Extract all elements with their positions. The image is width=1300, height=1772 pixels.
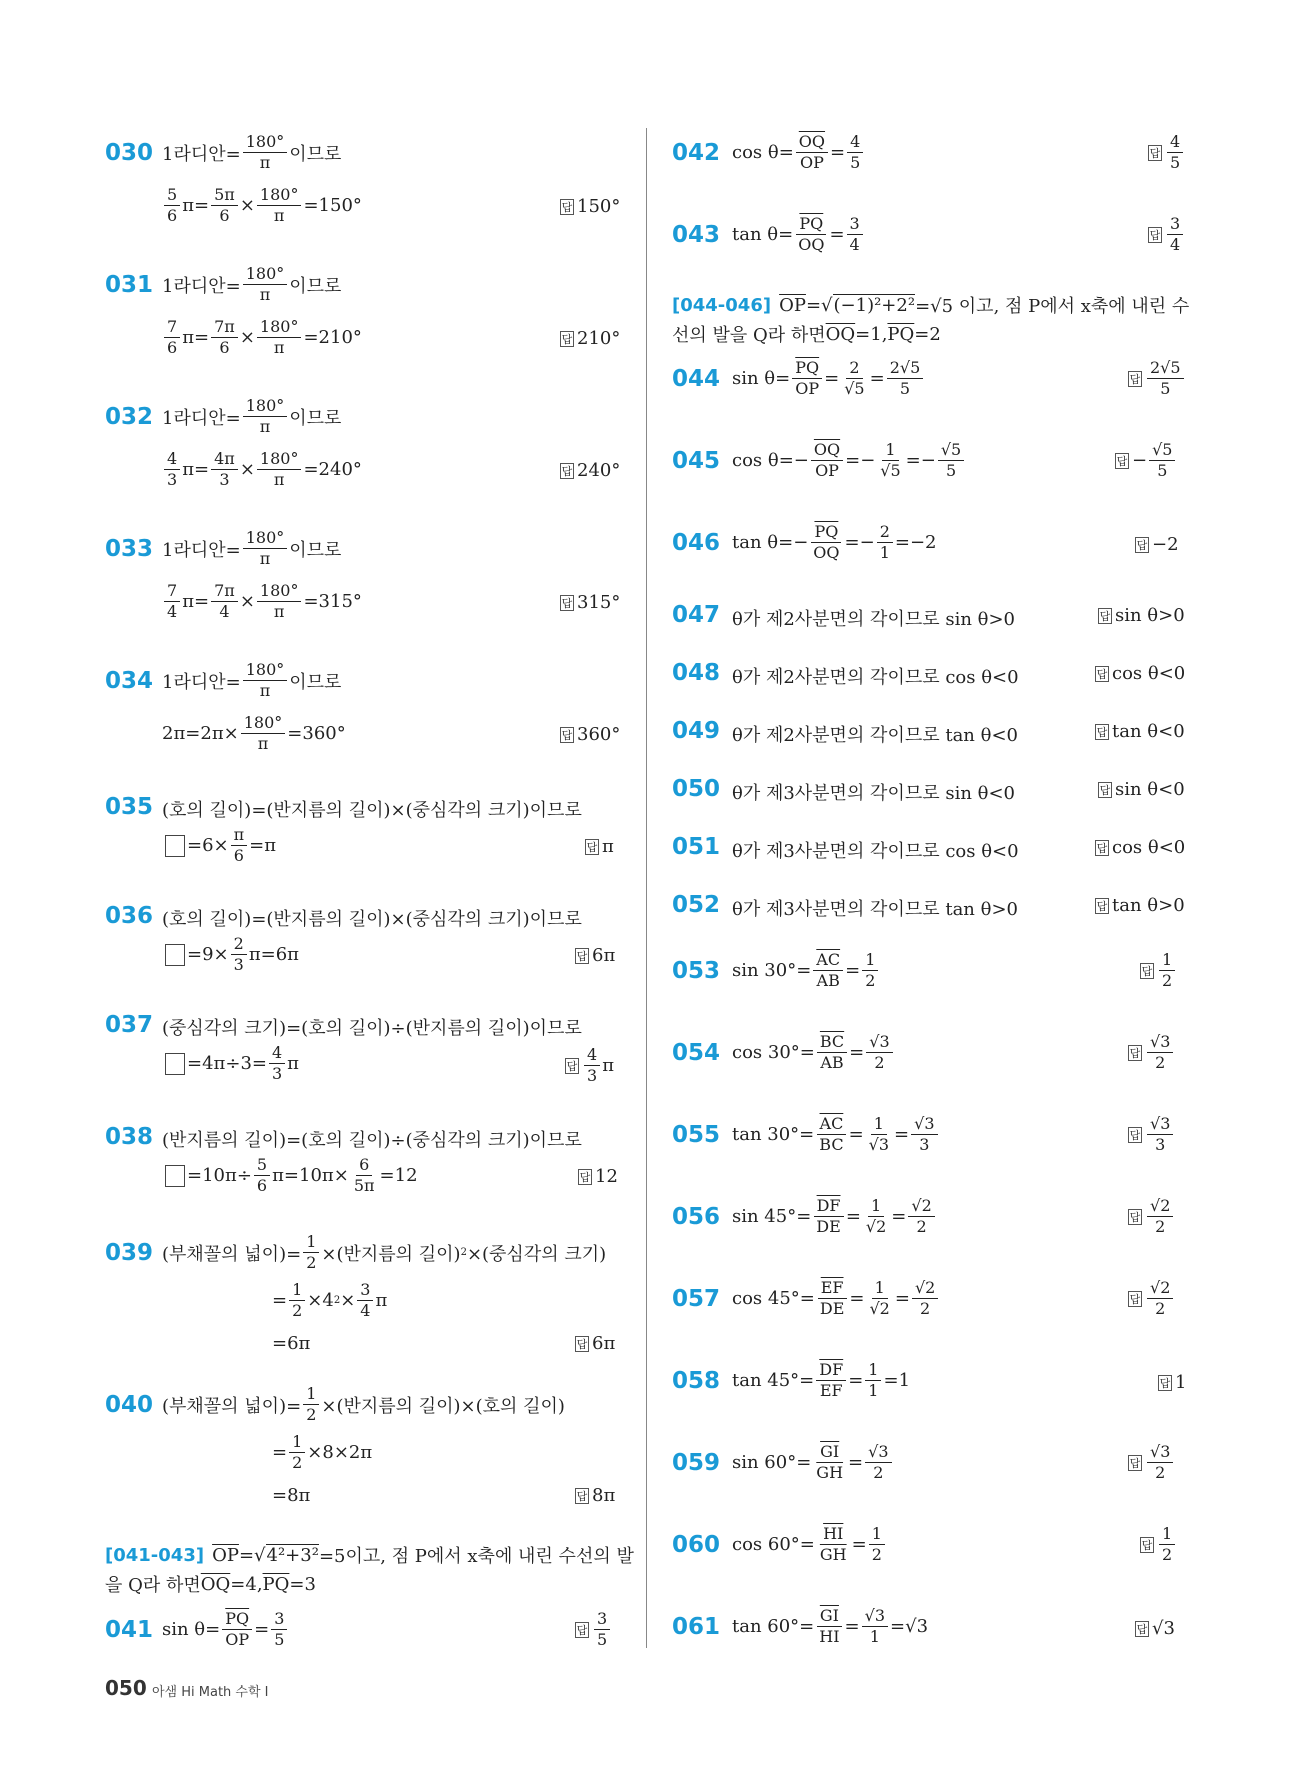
answer: 답 sin θ<0 <box>1099 779 1185 800</box>
problem-number: 037 <box>105 1012 154 1038</box>
solution-line: tan 30°= $\frac{\overline{AC}}{BC}$ = $\frac{1}{√3}$ = $\frac{√3}{3}$ <box>732 1114 940 1155</box>
answer-mark-icon: 답 <box>576 1337 588 1351</box>
problem-number: 048 <box>672 660 721 686</box>
fraction: $\frac{180^\circ}{\pi}$ <box>257 185 302 226</box>
solution-line: 1라디안= $\frac{180^\circ}{\pi}$ 이므로 <box>162 660 342 700</box>
problem-number: 035 <box>105 794 154 820</box>
range-label: [041-043] <box>105 1544 205 1566</box>
answer-mark-icon: 답 <box>1149 228 1161 242</box>
problem-number: 054 <box>672 1040 721 1066</box>
range-statement: [044-046] $\overline{OP}$ =√ (−1)²+2² =√5 이고, 점 P에서 x축에 내린 수 <box>672 294 1190 317</box>
answer-mark-icon: 답 <box>561 728 573 742</box>
solution-line: cos 45°= $\frac{\overline{EF}}{DE}$ = $\frac{1}{√2}$ = $\frac{√2}{2}$ <box>732 1278 940 1319</box>
answer: 답 $\frac{4}{5}$ <box>1148 132 1185 173</box>
answer-mark-icon: 답 <box>576 949 588 963</box>
solution-line: (중심각의 크기)=(호의 길이)÷(반지름의 길이)이므로 <box>162 1018 582 1039</box>
solution-line: (반지름의 길이)=(호의 길이)÷(중심각의 크기)이므로 <box>162 1130 582 1151</box>
answer: 답 360° <box>561 724 621 745</box>
column-divider <box>646 128 647 1648</box>
solution-line: cos θ=− $\frac{\overline{OQ}}{OP}$ =− $\frac{1}{√5}$ =− $\frac{√5}{5}$ <box>732 440 966 481</box>
answer-mark-icon: 답 <box>1096 725 1108 739</box>
answer-mark-icon: 답 <box>1129 1210 1141 1224</box>
solution-line: sin 60°= $\frac{\overline{GI}}{GH}$ = $\frac{√3}{2}$ <box>732 1442 894 1483</box>
problem-number: 047 <box>672 602 721 628</box>
answer-mark-icon: 답 <box>566 1059 578 1073</box>
answer-mark-icon: 답 <box>1099 783 1111 797</box>
solution-line: θ가 제2사분면의 각이므로 tan θ<0 <box>732 725 1018 746</box>
problem-number: 030 <box>105 140 154 166</box>
problem-number: 044 <box>672 366 721 392</box>
answer: 답 210° <box>561 328 621 349</box>
problem-number: 049 <box>672 718 721 744</box>
solution-line: sin θ= $\frac{\overline{PQ}}{OP}$ = $\frac{2}{√5}$ = $\frac{2√5}{5}$ <box>732 358 925 399</box>
answer: 답 $\frac{√3}{2}$ <box>1128 1442 1175 1483</box>
answer: 답 tan θ<0 <box>1096 721 1185 742</box>
solution-line: =6π <box>272 1333 311 1354</box>
solution-line: θ가 제2사분면의 각이므로 cos θ<0 <box>732 667 1019 688</box>
problem-number: 053 <box>672 958 721 984</box>
answer: 답 $\frac{√3}{3}$ <box>1128 1114 1175 1155</box>
solution-line: $\frac{7}{4}$ π= $\frac{7\pi}{4}$ × $\frac{180^\circ}{\pi}$ =315° <box>162 581 362 622</box>
blank-box <box>165 835 185 857</box>
range-statement-line2: 선의 발을 Q라 하면 $\overline{OQ}$ =1, $\overline{PQ}$ =2 <box>672 323 941 346</box>
solution-line: sin 45°= $\frac{\overline{DF}}{DE}$ = $\frac{1}{√2}$ = $\frac{√2}{2}$ <box>732 1196 937 1237</box>
solution-line: =6× $\frac{\pi}{6}$ =π <box>165 825 276 866</box>
answer-mark-icon: 답 <box>1096 841 1108 855</box>
solution-line: =8π <box>272 1485 311 1506</box>
solution-line: sin 30°= $\frac{\overline{AC}}{AB}$ = $\frac{1}{2}$ <box>732 950 880 991</box>
solution-line: 1라디안= $\frac{180^\circ}{\pi}$ 이므로 <box>162 264 342 304</box>
answer: 답 cos θ<0 <box>1096 663 1186 684</box>
problem-number: 034 <box>105 668 154 694</box>
problem-number: 031 <box>105 272 154 298</box>
book-title: 아샘 Hi Math 수학 I <box>152 1685 269 1700</box>
answer: 답 $\frac{4}{3}$ π <box>566 1045 615 1085</box>
solution-line: θ가 제3사분면의 각이므로 sin θ<0 <box>732 783 1016 804</box>
answer: 답 8π <box>576 1485 616 1506</box>
solution-line: tan θ=− $\frac{\overline{PQ}}{OQ}$ =− $\frac{2}{1}$ =−2 <box>732 522 937 562</box>
answer: 답 240° <box>561 460 621 481</box>
text: 이므로 <box>289 143 342 165</box>
solution-line: 1라디안= $\frac{180^\circ}{\pi}$ 이므로 <box>162 528 342 568</box>
answer: 답 $\frac{1}{2}$ <box>1140 1524 1177 1565</box>
problem-number: 057 <box>672 1286 721 1312</box>
answer-mark-icon: 답 <box>561 200 573 214</box>
answer: 답 $\frac{√2}{2}$ <box>1128 1196 1175 1237</box>
problem-number: 051 <box>672 834 721 860</box>
answer: 답 π <box>586 836 614 857</box>
answer-mark-icon: 답 <box>579 1170 591 1184</box>
answer-mark-icon: 답 <box>1116 454 1128 468</box>
problem-number: 046 <box>672 530 721 556</box>
answer: 답 $\frac{1}{2}$ <box>1140 950 1177 991</box>
solution-line: 2π=2π× $\frac{180^\circ}{\pi}$ =360° <box>162 713 346 753</box>
answer-mark-icon: 답 <box>1136 1622 1148 1636</box>
answer-mark-icon: 답 <box>561 332 573 346</box>
answer: 답 1 <box>1159 1372 1187 1393</box>
problem-number: 041 <box>105 1617 154 1643</box>
answer: 답 $\frac{3}{4}$ <box>1148 214 1185 255</box>
solution-line: tan θ= $\frac{\overline{PQ}}{OQ}$ = $\frac{3}{4}$ <box>732 214 865 255</box>
solution-line: sin θ= $\frac{\overline{PQ}}{OP}$ = $\frac{3}{5}$ <box>162 1609 289 1650</box>
problem-number: 033 <box>105 536 154 562</box>
solution-line: =9× $\frac{2}{3}$ π=6π <box>165 934 299 975</box>
problem-number: 056 <box>672 1204 721 1230</box>
fraction: $\frac{5}{6}$ <box>164 185 180 226</box>
answer-mark-icon: 답 <box>576 1489 588 1503</box>
answer: 답 315° <box>561 592 621 613</box>
answer-mark-icon: 답 <box>1141 1538 1153 1552</box>
answer-mark-icon: 답 <box>1096 667 1108 681</box>
solution-line: $\frac{7}{6}$ π= $\frac{7\pi}{6}$ × $\frac{180^\circ}{\pi}$ =210° <box>162 317 362 358</box>
answer-mark-icon: 답 <box>561 596 573 610</box>
solution-line: tan 60°= $\frac{\overline{GI}}{HI}$ = $\frac{√3}{1}$ =√3 <box>732 1606 929 1646</box>
range-statement: [041-043] $\overline{OP}$ =√ 4²+3² =5이고, 점 P에서 x축에 내린 수선의 발 <box>105 1544 634 1567</box>
page-number: 050 <box>105 1676 147 1700</box>
answer-mark-icon: 답 <box>1141 964 1153 978</box>
answer-mark-icon: 답 <box>1129 372 1141 386</box>
problem-number: 058 <box>672 1368 721 1394</box>
problem-number: 042 <box>672 140 721 166</box>
range-statement-line2: 을 Q라 하면 $\overline{OQ}$ =4, $\overline{PQ}$ =3 <box>105 1573 316 1596</box>
problem-number: 050 <box>672 776 721 802</box>
answer: 답 cos θ<0 <box>1096 837 1186 858</box>
problem-number: 032 <box>105 404 154 430</box>
answer-mark-icon: 답 <box>1096 899 1108 913</box>
answer: 답 12 <box>579 1166 618 1187</box>
answer-mark-icon: 답 <box>561 464 573 478</box>
problem-number: 040 <box>105 1392 154 1418</box>
answer-mark-icon: 답 <box>586 840 598 854</box>
solution-line: $\frac{5}{6}$ π= $\frac{5\pi}{6}$ × $\frac{180^\circ}{\pi}$ =150° <box>162 185 362 226</box>
blank-box <box>165 1053 185 1075</box>
problem-number: 038 <box>105 1124 154 1150</box>
answer-mark-icon: 답 <box>1099 609 1111 623</box>
solution-line: =4π÷3= $\frac{4}{3}$ π <box>165 1043 299 1084</box>
solution-line <box>162 132 341 173</box>
problem-number: 059 <box>672 1450 721 1476</box>
answer: 답 6π <box>576 1333 616 1354</box>
problem-number: 055 <box>672 1122 721 1148</box>
answer: 답 $\frac{√2}{2}$ <box>1128 1278 1175 1319</box>
solution-line: $\frac{4}{3}$ π= $\frac{4\pi}{3}$ × $\frac{180^\circ}{\pi}$ =240° <box>162 449 362 490</box>
solution-line: (호의 길이)=(반지름의 길이)×(중심각의 크기)이므로 <box>162 800 582 821</box>
solution-line: θ가 제3사분면의 각이므로 cos θ<0 <box>732 841 1019 862</box>
solution-line: (호의 길이)=(반지름의 길이)×(중심각의 크기)이므로 <box>162 909 582 930</box>
fraction: $\frac{180^\circ}{\pi}$ <box>243 132 288 173</box>
fraction: $\frac{5\pi}{6}$ <box>211 185 238 226</box>
solution-line: (부채꼴의 넓이)= $\frac{1}{2}$ ×(반지름의 길이)×(호의 길이) <box>162 1384 565 1424</box>
solution-line: =10π÷ $\frac{5}{6}$ π=10π× $\frac{6}{5\pi}$ =12 <box>165 1155 418 1196</box>
problem-number: 061 <box>672 1614 721 1640</box>
answer-mark-icon: 답 <box>1149 146 1161 160</box>
solution-line: = $\frac{1}{2}$ ×4 2 × $\frac{3}{4}$ π <box>272 1280 388 1320</box>
text: 1라디안= <box>162 143 241 165</box>
answer-mark-icon: 답 <box>576 1623 588 1637</box>
answer: 답 150° <box>561 196 621 217</box>
solution-line: θ가 제2사분면의 각이므로 sin θ>0 <box>732 609 1016 630</box>
solution-line: 1라디안= $\frac{180^\circ}{\pi}$ 이므로 <box>162 396 342 436</box>
problem-number: 045 <box>672 448 721 474</box>
answer: 답 − $\frac{√5}{5}$ <box>1115 440 1177 481</box>
answer-mark-icon: 답 <box>1136 538 1148 552</box>
solution-line: tan 45°= $\frac{\overline{DF}}{EF}$ = $\frac{1}{1}$ =1 <box>732 1360 911 1400</box>
solution-line: (부채꼴의 넓이)= $\frac{1}{2}$ ×(반지름의 길이) 2 ×(중심각의 크기) <box>162 1232 607 1272</box>
answer: 답 √3 <box>1136 1618 1175 1639</box>
solution-line: θ가 제3사분면의 각이므로 tan θ>0 <box>732 899 1018 920</box>
answer: 답 sin θ>0 <box>1099 605 1185 626</box>
answer: 답 tan θ>0 <box>1096 895 1185 916</box>
answer: 답 6π <box>576 945 616 966</box>
problem-number: 060 <box>672 1532 721 1558</box>
blank-box <box>165 944 185 966</box>
answer: 답 $\frac{√3}{2}$ <box>1128 1032 1175 1073</box>
solution-line: cos θ= $\frac{\overline{OQ}}{OP}$ = $\frac{4}{5}$ <box>732 132 865 173</box>
answer-mark-icon: 답 <box>1129 1456 1141 1470</box>
problem-number: 043 <box>672 222 721 248</box>
answer-mark-icon: 답 <box>1129 1128 1141 1142</box>
answer: 답 $\frac{3}{5}$ <box>575 1609 612 1650</box>
solution-line: cos 60°= $\frac{\overline{HI}}{GH}$ = $\frac{1}{2}$ <box>732 1524 887 1565</box>
answer-mark-icon: 답 <box>1159 1376 1171 1390</box>
problem-number: 039 <box>105 1240 154 1266</box>
answer: 답 −2 <box>1136 534 1179 555</box>
solution-line: cos 30°= $\frac{\overline{BC}}{AB}$ = $\frac{√3}{2}$ <box>732 1032 895 1073</box>
answer-mark-icon: 답 <box>1129 1292 1141 1306</box>
blank-box <box>165 1165 185 1187</box>
answer-mark-icon: 답 <box>1129 1046 1141 1060</box>
problem-number: 036 <box>105 903 154 929</box>
range-label: [044-046] <box>672 294 772 316</box>
answer: 답 $\frac{2√5}{5}$ <box>1128 358 1186 399</box>
solution-line: = $\frac{1}{2}$ ×8×2π <box>272 1432 373 1472</box>
problem-number: 052 <box>672 892 721 918</box>
